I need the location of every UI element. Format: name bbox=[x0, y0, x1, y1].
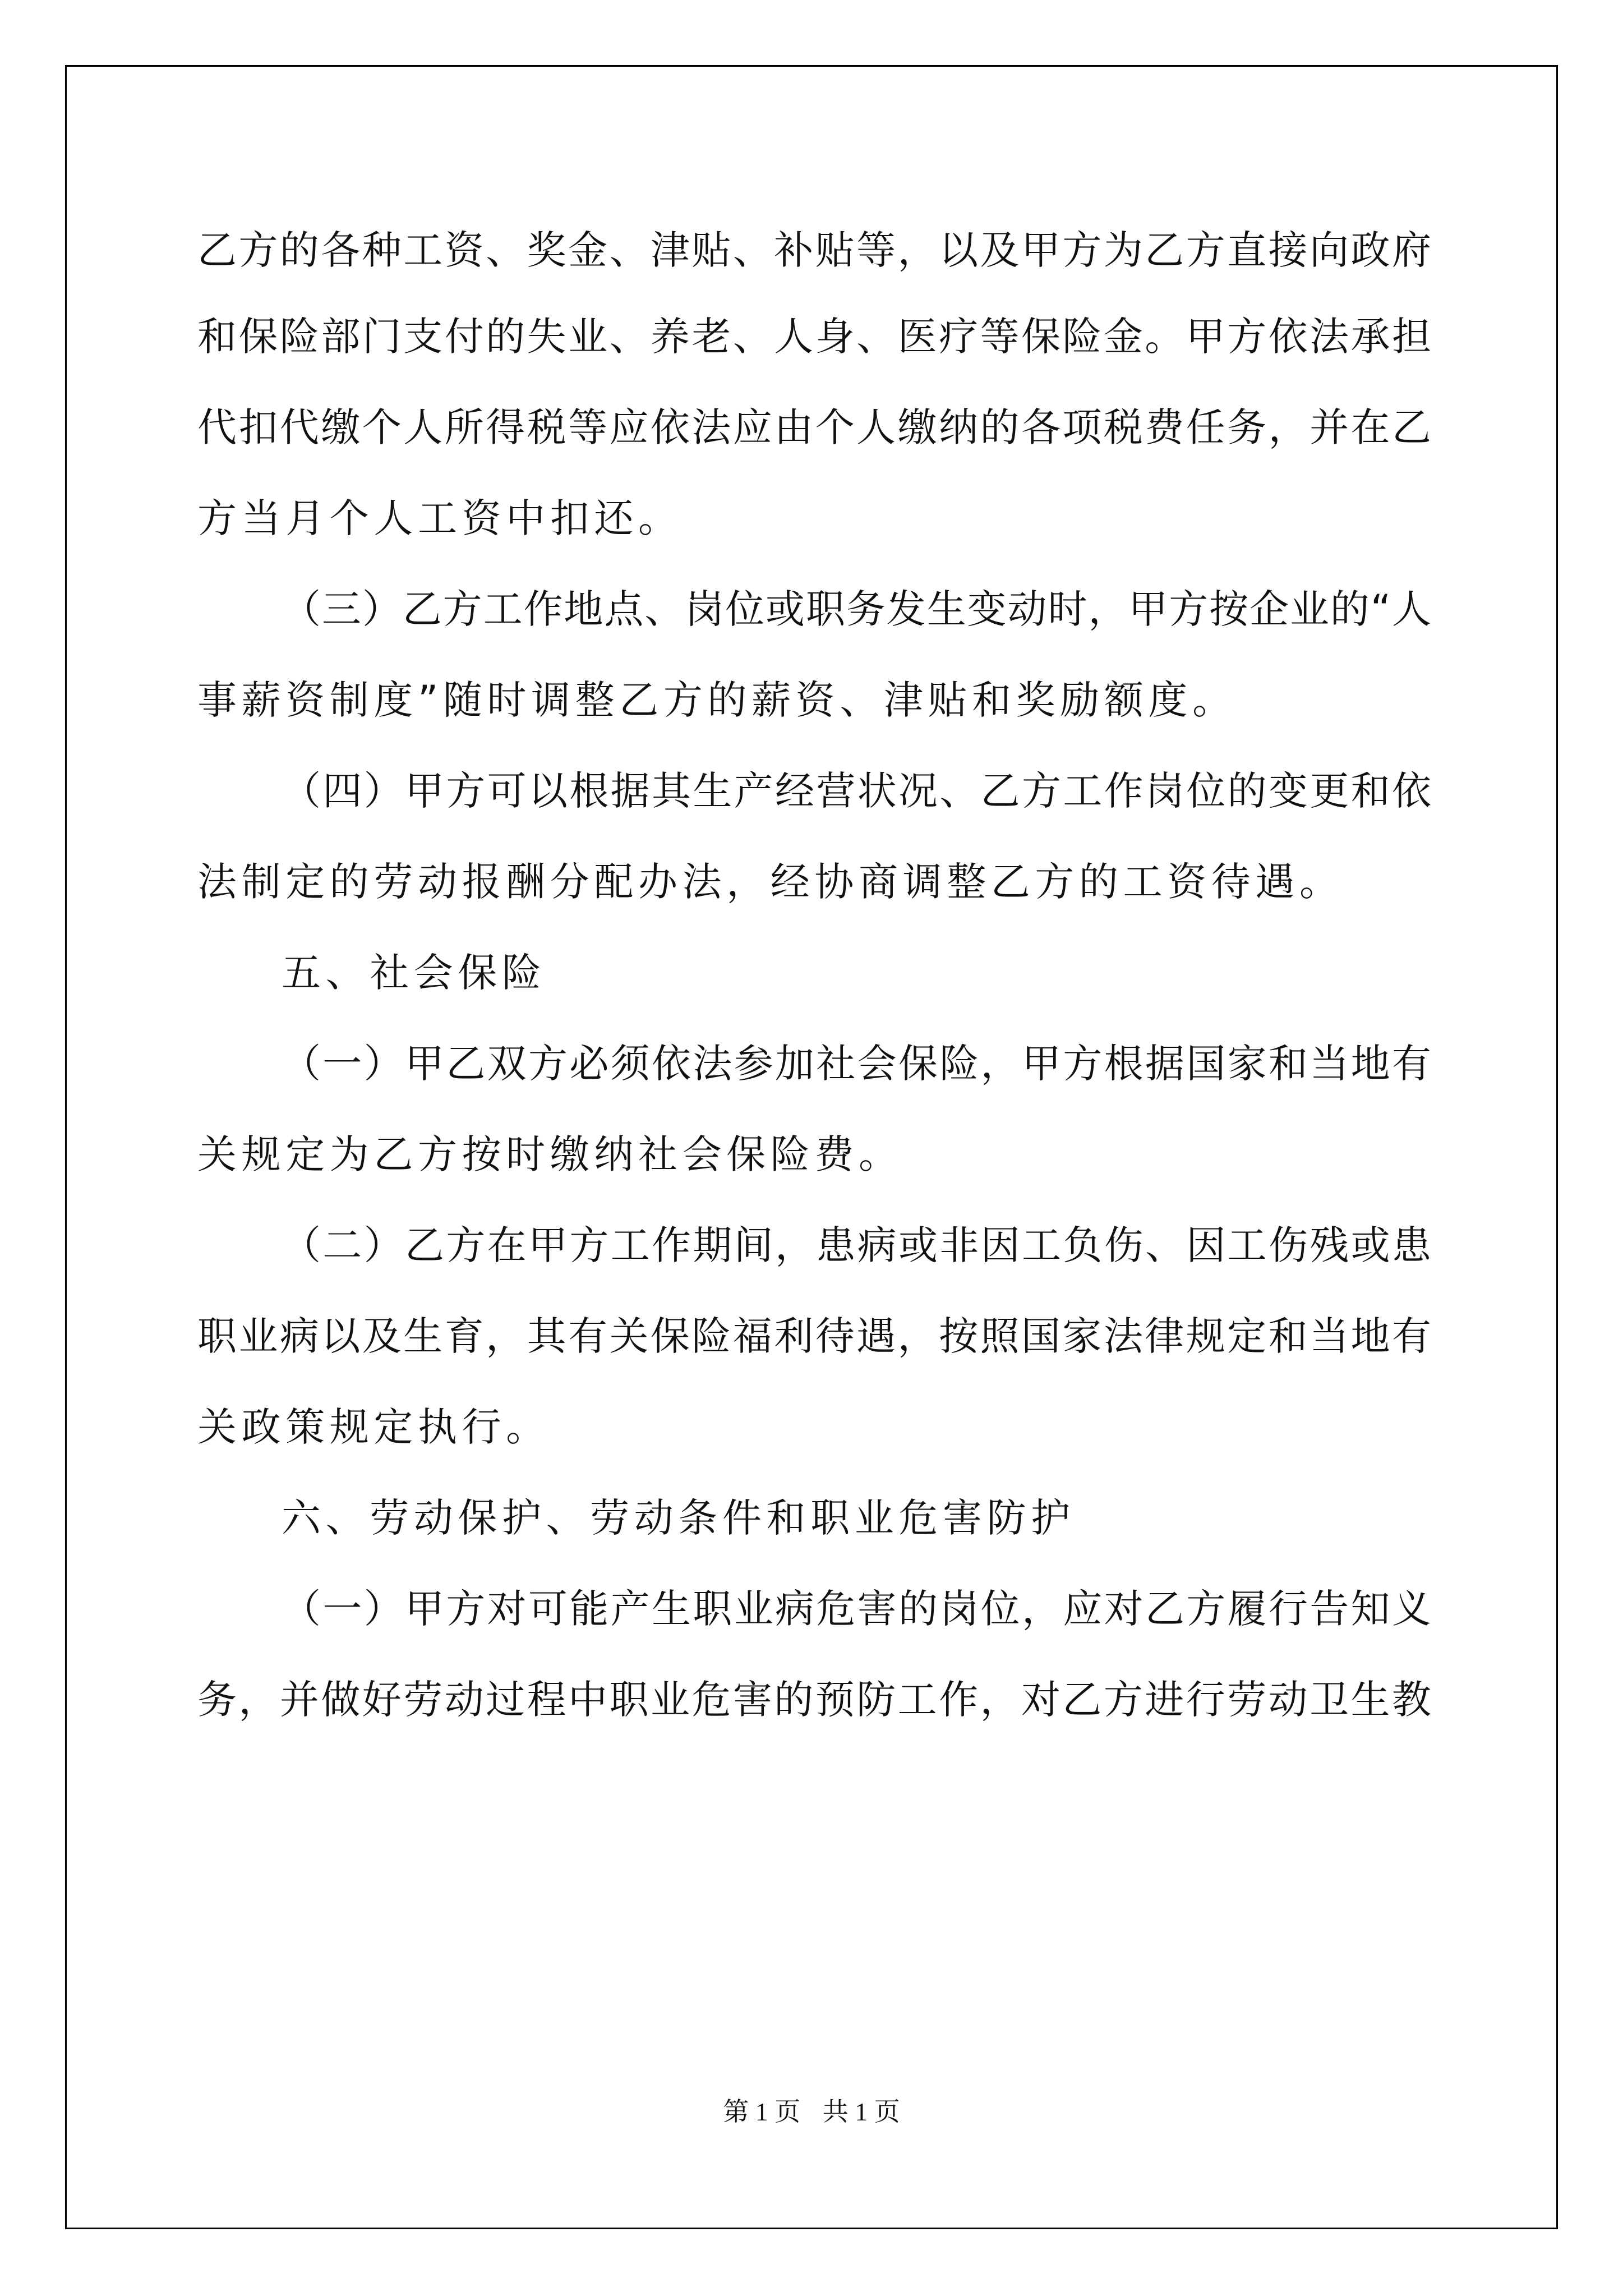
page-total: 共 1 页 bbox=[822, 2097, 900, 2126]
body-line-1: 乙方的各种工资、奖金、津贴、补贴等，以及甲方为乙方直接向政府 bbox=[197, 227, 1431, 273]
section-5-item-1-line-1: （一）甲乙双方必须依法参加社会保险，甲方根据国家和当地有 bbox=[282, 1041, 1431, 1087]
paragraph-3-line-2: 事薪资制度”随时调整乙方的薪资、津贴和奖励额度。 bbox=[197, 677, 1237, 723]
page-footer bbox=[0, 2095, 1623, 2129]
paragraph-3-line-1: （三）乙方工作地点、岗位或职务发生变动时，甲方按企业的“人 bbox=[282, 586, 1431, 632]
paragraph-4-line-2: 法制定的劳动报酬分配办法，经协商调整乙方的工资待遇。 bbox=[197, 859, 1344, 905]
section-6-item-1-line-1: （一）甲方对可能产生职业病危害的岗位，应对乙方履行告知义 bbox=[282, 1586, 1431, 1632]
page-number: 第 1 页 bbox=[723, 2097, 801, 2126]
section-5-item-2-line-3: 关政策规定执行。 bbox=[197, 1404, 550, 1450]
body-line-2: 和保险部门支付的失业、养老、人身、医疗等保险金。甲方依法承担 bbox=[197, 314, 1431, 360]
section-6-item-1-line-2: 务，并做好劳动过程中职业危害的预防工作，对乙方进行劳动卫生教 bbox=[197, 1677, 1431, 1723]
section-heading-6: 六、劳动保护、劳动条件和职业危害防护 bbox=[282, 1495, 1075, 1541]
section-heading-5: 五、社会保险 bbox=[282, 950, 546, 996]
section-5-item-2-line-2: 职业病以及生育，其有关保险福利待遇，按照国家法律规定和当地有 bbox=[197, 1313, 1431, 1359]
body-line-4: 方当月个人工资中扣还。 bbox=[197, 495, 683, 541]
body-line-3: 代扣代缴个人所得税等应依法应由个人缴纳的各项税费任务，并在乙 bbox=[197, 404, 1431, 450]
section-5-item-2-line-1: （二）乙方在甲方工作期间，患病或非因工负伤、因工伤残或患 bbox=[282, 1222, 1431, 1268]
paragraph-4-line-1: （四）甲方可以根据其生产经营状况、乙方工作岗位的变更和依 bbox=[282, 768, 1431, 814]
section-5-item-1-line-2: 关规定为乙方按时缴纳社会保险费。 bbox=[197, 1131, 903, 1177]
